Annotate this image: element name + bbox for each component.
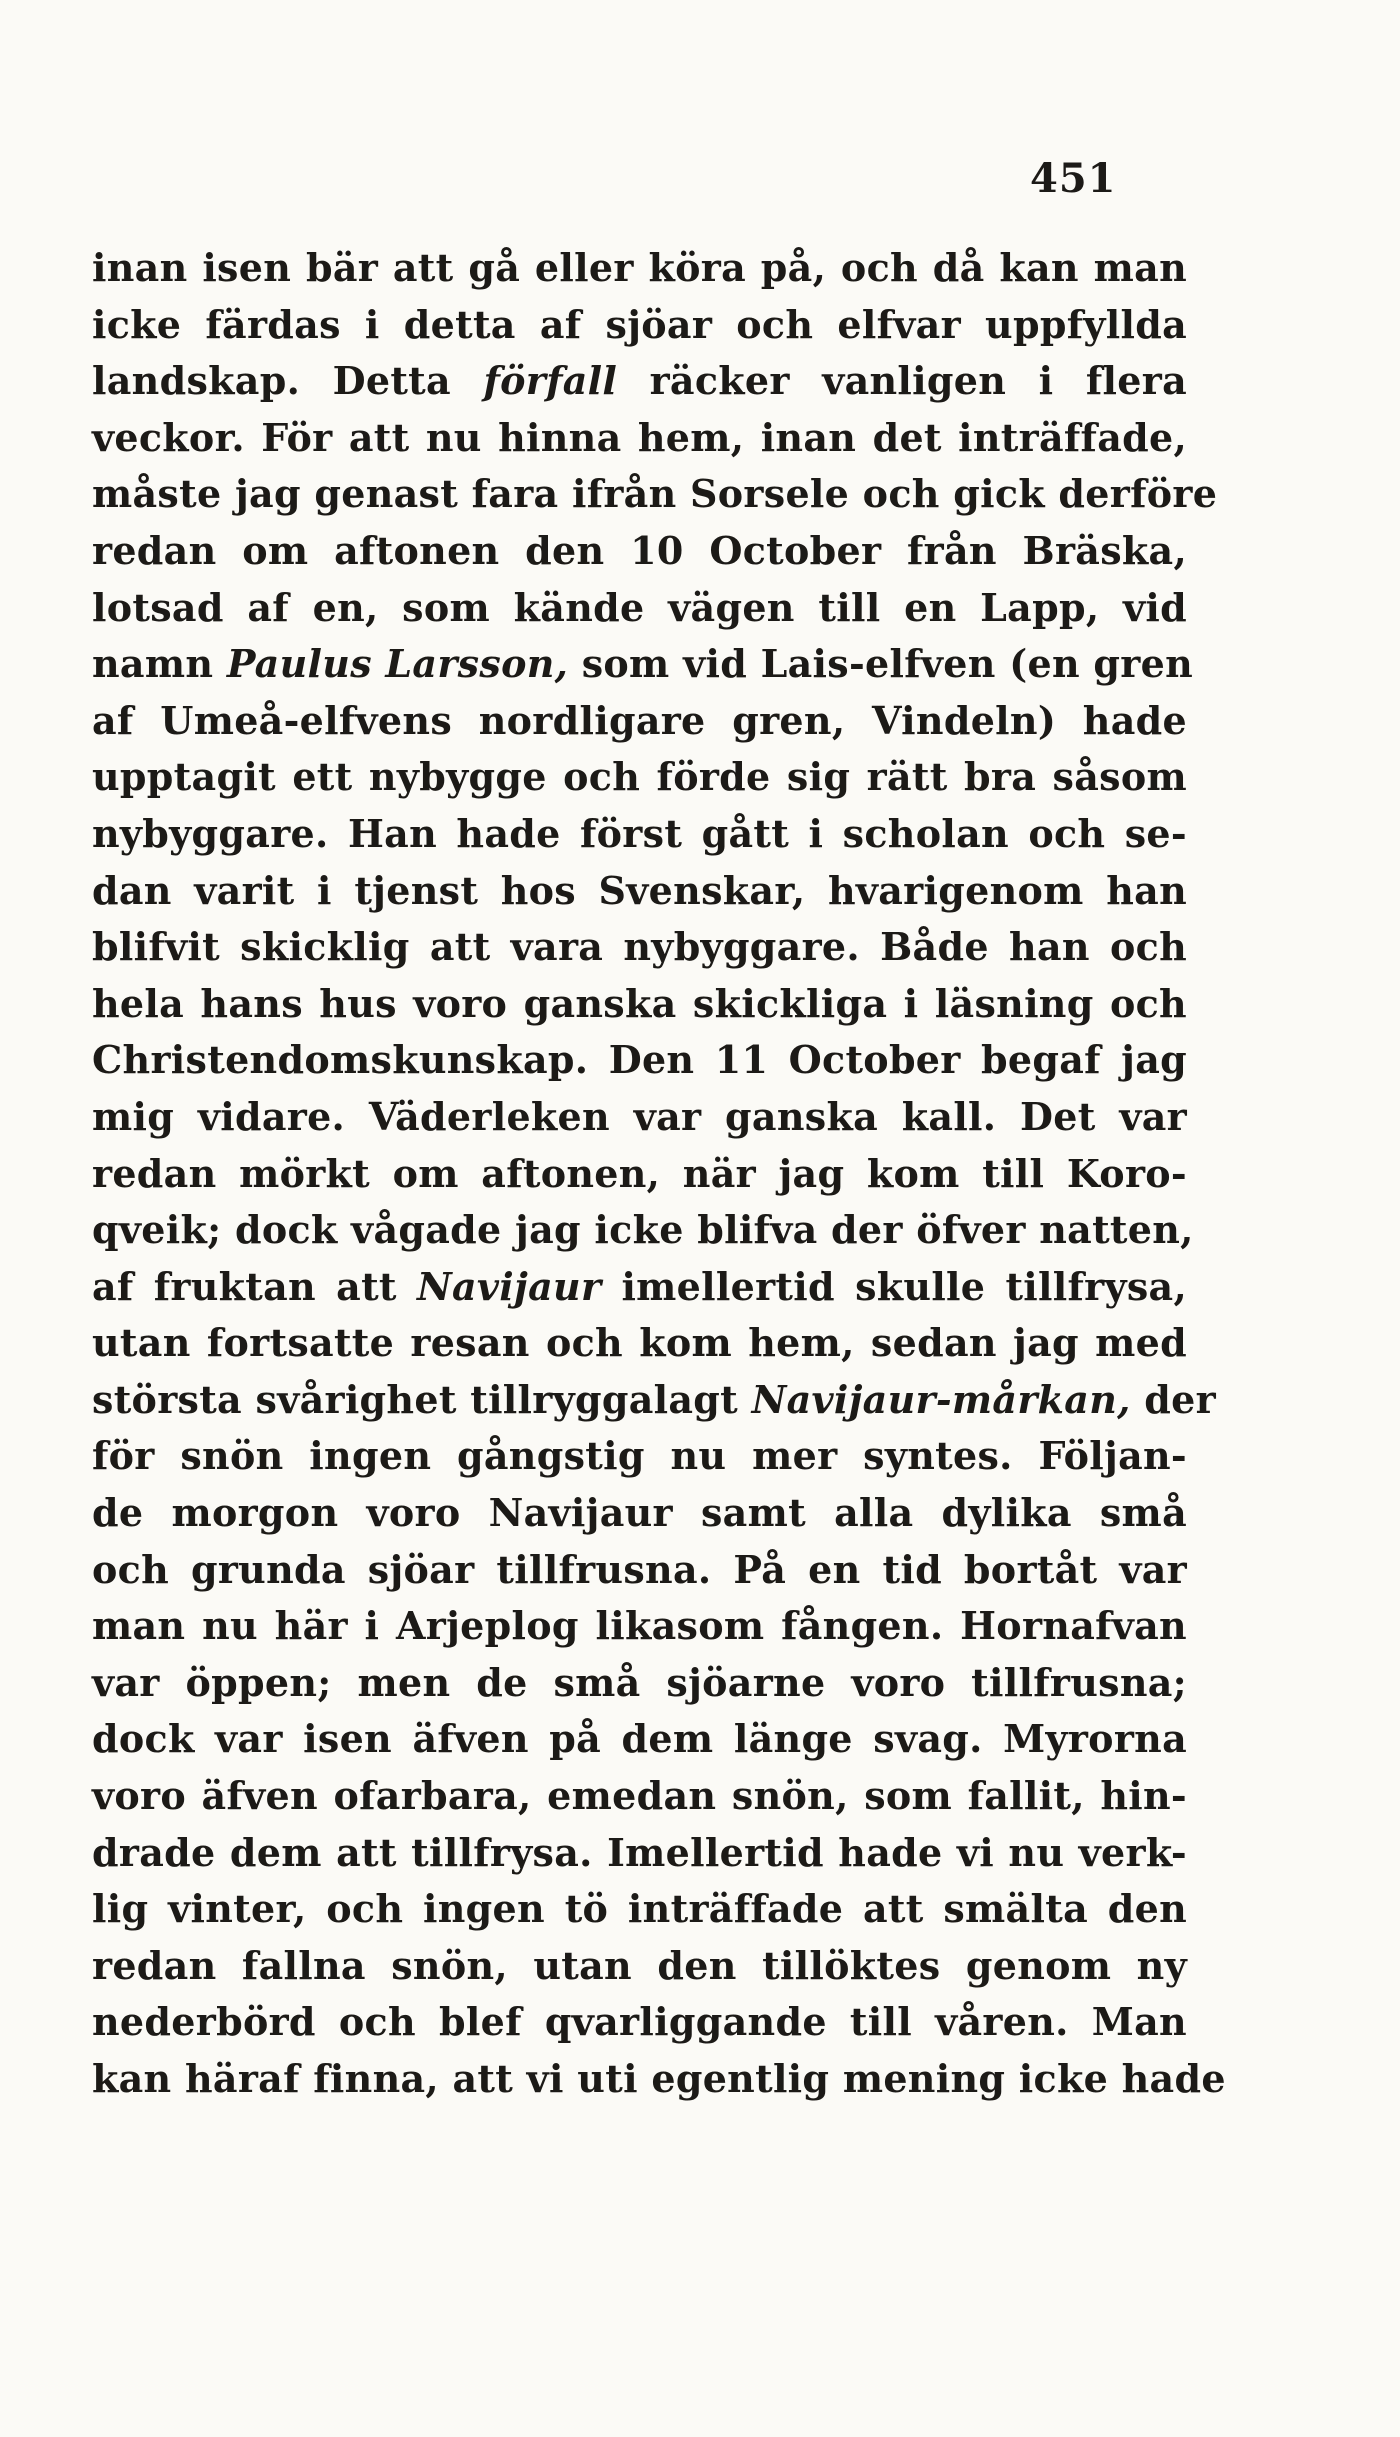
text-segment: af fruktan att — [92, 1263, 417, 1309]
text-line — [92, 1598, 1187, 1655]
text-line — [92, 523, 1187, 580]
text-segment: största svårighet tillryggalagt — [92, 1376, 752, 1422]
text-segment: mig vidare. Väderleken var ganska kall. Det var — [92, 1093, 1187, 1139]
text-line — [92, 1146, 1187, 1203]
text-line — [92, 1259, 1187, 1316]
text-segment: veckor. För att nu hinna hem, inan det inträffade, — [92, 414, 1187, 460]
text-segment: imellertid skulle tillfrysa, — [601, 1263, 1187, 1309]
italic-text: Navijaur — [416, 1263, 602, 1309]
text-line — [92, 1542, 1187, 1599]
text-line — [92, 1881, 1187, 1938]
italic-text: Navijaur-mårkan, — [751, 1376, 1131, 1422]
text-segment: kan häraf finna, att vi uti egentlig mening icke hade — [92, 2056, 1226, 2101]
text-segment: de morgon voro Navijaur samt alla dylika små — [92, 1490, 1187, 1536]
text-line — [92, 1315, 1187, 1372]
text-segment: var öppen; men de små sjöarne voro tillfrusna; — [92, 1659, 1187, 1705]
text-segment: drade dem att tillfrysa. Imellertid hade vi nu verk- — [92, 1829, 1187, 1875]
text-line — [92, 2051, 1226, 2108]
text-segment: nybyggare. Han hade först gått i scholan och se- — [92, 810, 1187, 856]
text-segment: för snön ingen gångstig nu mer syntes. Följan- — [92, 1433, 1187, 1479]
text-segment: Christendomskunskap. Den 11 October begaf jag — [92, 1037, 1187, 1083]
text-line — [92, 580, 1187, 637]
text-line — [92, 297, 1187, 354]
text-line — [92, 749, 1187, 806]
text-line — [92, 863, 1187, 920]
text-line — [92, 466, 1218, 523]
text-segment: man nu här i Arjeplog likasom fången. Hornafvan — [92, 1603, 1187, 1649]
text-line — [92, 410, 1187, 467]
text-line — [92, 1655, 1187, 1712]
text-line — [92, 1768, 1187, 1825]
text-segment: dan varit i tjenst hos Svenskar, hvarigenom han — [92, 867, 1187, 913]
text-segment: landskap. Detta — [92, 358, 484, 404]
text-segment: och grunda sjöar tillfrusna. På en tid bortåt var — [92, 1546, 1187, 1592]
text-segment: redan mörkt om aftonen, när jag kom till Koro- — [92, 1150, 1187, 1196]
text-segment: redan om aftonen den 10 October från Bräska, — [92, 527, 1187, 573]
text-line — [92, 1428, 1187, 1485]
text-segment: af Umeå-elfvens nordligare gren, Vindeln) hade — [92, 697, 1187, 743]
text-line — [92, 1089, 1187, 1146]
text-segment: namn — [92, 641, 227, 687]
text-segment: inan isen bär att gå eller köra på, och då kan man — [92, 245, 1187, 290]
text-line — [92, 919, 1187, 976]
text-segment: hela hans hus voro ganska skickliga i läsning och — [92, 980, 1187, 1026]
text-segment: som vid Lais-elfven (en gren — [568, 641, 1194, 687]
text-segment: voro äfven ofarbara, emedan snön, som fallit, hin- — [92, 1773, 1187, 1819]
text-segment: nederbörd och blef qvarliggande till våren. Man — [92, 1999, 1187, 2045]
text-line — [92, 693, 1187, 750]
text-line — [92, 636, 1194, 693]
text-segment: der — [1130, 1376, 1216, 1422]
text-line — [92, 976, 1187, 1033]
text-line — [92, 1202, 1194, 1259]
italic-text: förfall — [483, 358, 618, 404]
text-segment: måste jag genast fara ifrån Sorsele och gick derföre — [92, 471, 1218, 517]
text-line — [92, 1825, 1187, 1882]
text-segment: lig vinter, och ingen tö inträffade att smälta den — [92, 1886, 1187, 1932]
text-line — [92, 353, 1187, 410]
text-segment: räcker vanligen i flera — [617, 358, 1187, 404]
text-line — [92, 240, 1187, 297]
page-number: 451 — [1030, 155, 1117, 202]
text-segment: blifvit skicklig att vara nybyggare. Både han och — [92, 924, 1187, 970]
text-line — [92, 1372, 1216, 1429]
text-line — [92, 1032, 1187, 1089]
text-segment: qveik; dock vågade jag icke blifva der öfver natten, — [92, 1207, 1194, 1253]
text-line — [92, 1994, 1187, 2051]
text-segment: icke färdas i detta af sjöar och elfvar uppfyllda — [92, 301, 1187, 347]
text-segment: redan fallna snön, utan den tillöktes genom ny — [92, 1942, 1187, 1988]
text-line — [92, 806, 1187, 863]
text-segment: utan fortsatte resan och kom hem, sedan jag med — [92, 1320, 1187, 1366]
text-segment: dock var isen äfven på dem länge svag. Myrorna — [92, 1716, 1187, 1762]
text-segment: upptagit ett nybygge och förde sig rätt bra såsom — [92, 754, 1187, 800]
italic-text: Paulus Larsson, — [226, 641, 569, 687]
text-line — [92, 1938, 1187, 1995]
text-line — [92, 1711, 1187, 1768]
text-segment: lotsad af en, som kände vägen till en Lapp, vid — [92, 584, 1187, 630]
body-text — [92, 240, 1226, 2108]
text-line — [92, 1485, 1187, 1542]
